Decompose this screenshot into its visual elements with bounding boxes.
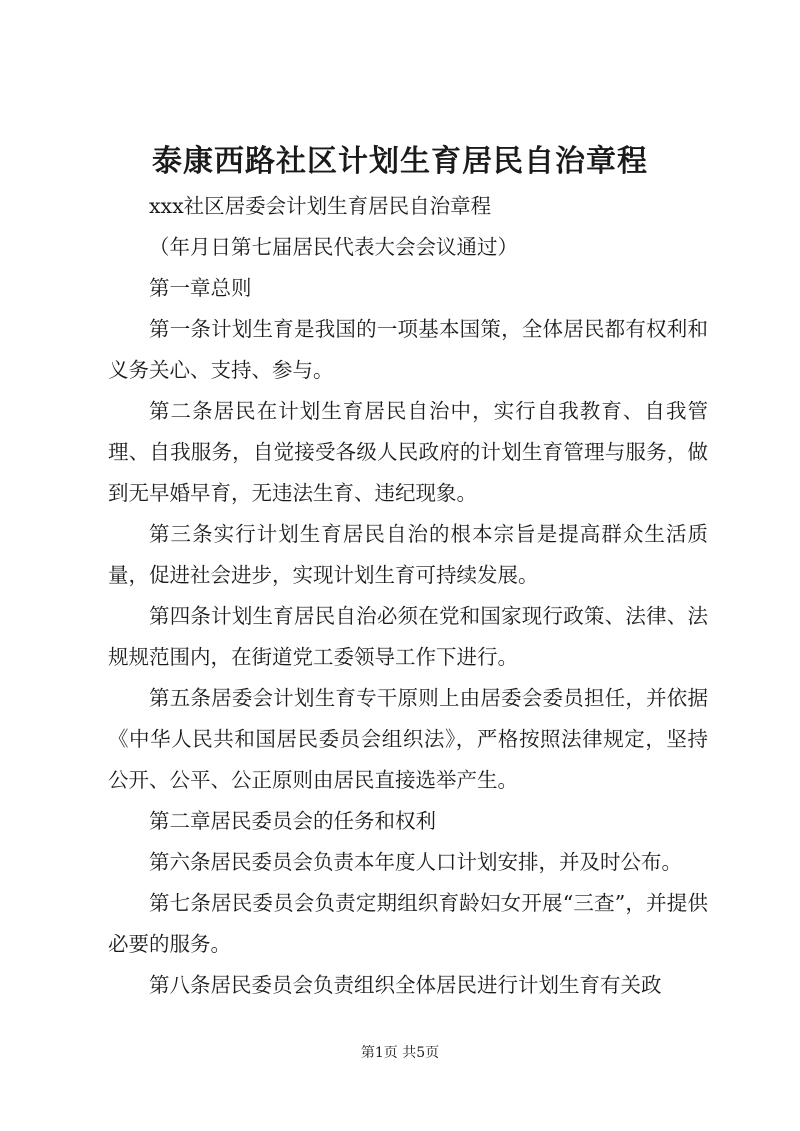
article-6: 第六条居民委员会负责本年度人口计划安排，并及时公布。 xyxy=(149,850,682,874)
article-8: 第八条居民委员会负责组织全体居民进行计划生育有关政 xyxy=(149,973,662,997)
article-3: 第三条实行计划生育居民自治的根本宗旨是提高群众生活质量，促进社会进步，实现计划生育可持续发展。 xyxy=(108,522,708,587)
article-7: 第七条居民委员会负责定期组织育龄妇女开展“三查”，并提供必要的服务。 xyxy=(108,891,708,956)
chapter-heading-1: 第一章总则 xyxy=(149,276,252,300)
page-footer: 第1页 共5页 xyxy=(360,1045,440,1061)
article-4: 第四条计划生育居民自治必须在党和国家现行政策、法律、法规规范围内，在街道党工委领导工作下进行。 xyxy=(108,604,708,669)
article-5: 第五条居委会计划生育专干原则上由居委会委员担任，并依据《中华人民共和国居民委员会组织法》，严格按照法律规定，坚持公开、公平、公正原则由居民直接选举产生。 xyxy=(108,686,708,792)
document-title: 泰康西路社区计划生育居民自治章程 xyxy=(152,144,648,179)
chapter-heading-2: 第二章居民委员会的任务和权利 xyxy=(149,809,436,833)
article-1: 第一条计划生育是我国的一项基本国策，全体居民都有权利和义务关心、支持、参与。 xyxy=(108,317,708,382)
paragraph-subtitle: xxx社区居委会计划生育居民自治章程 xyxy=(149,194,492,218)
article-2: 第二条居民在计划生育居民自治中，实行自我教育、自我管理、自我服务，自觉接受各级人民政府的计划生育管理与服务，做到无早婚早育，无违法生育、违纪现象。 xyxy=(108,399,708,505)
document-body xyxy=(108,186,708,1006)
paragraph-adoption-note: （年月日第七届居民代表大会会议通过） xyxy=(149,235,518,259)
